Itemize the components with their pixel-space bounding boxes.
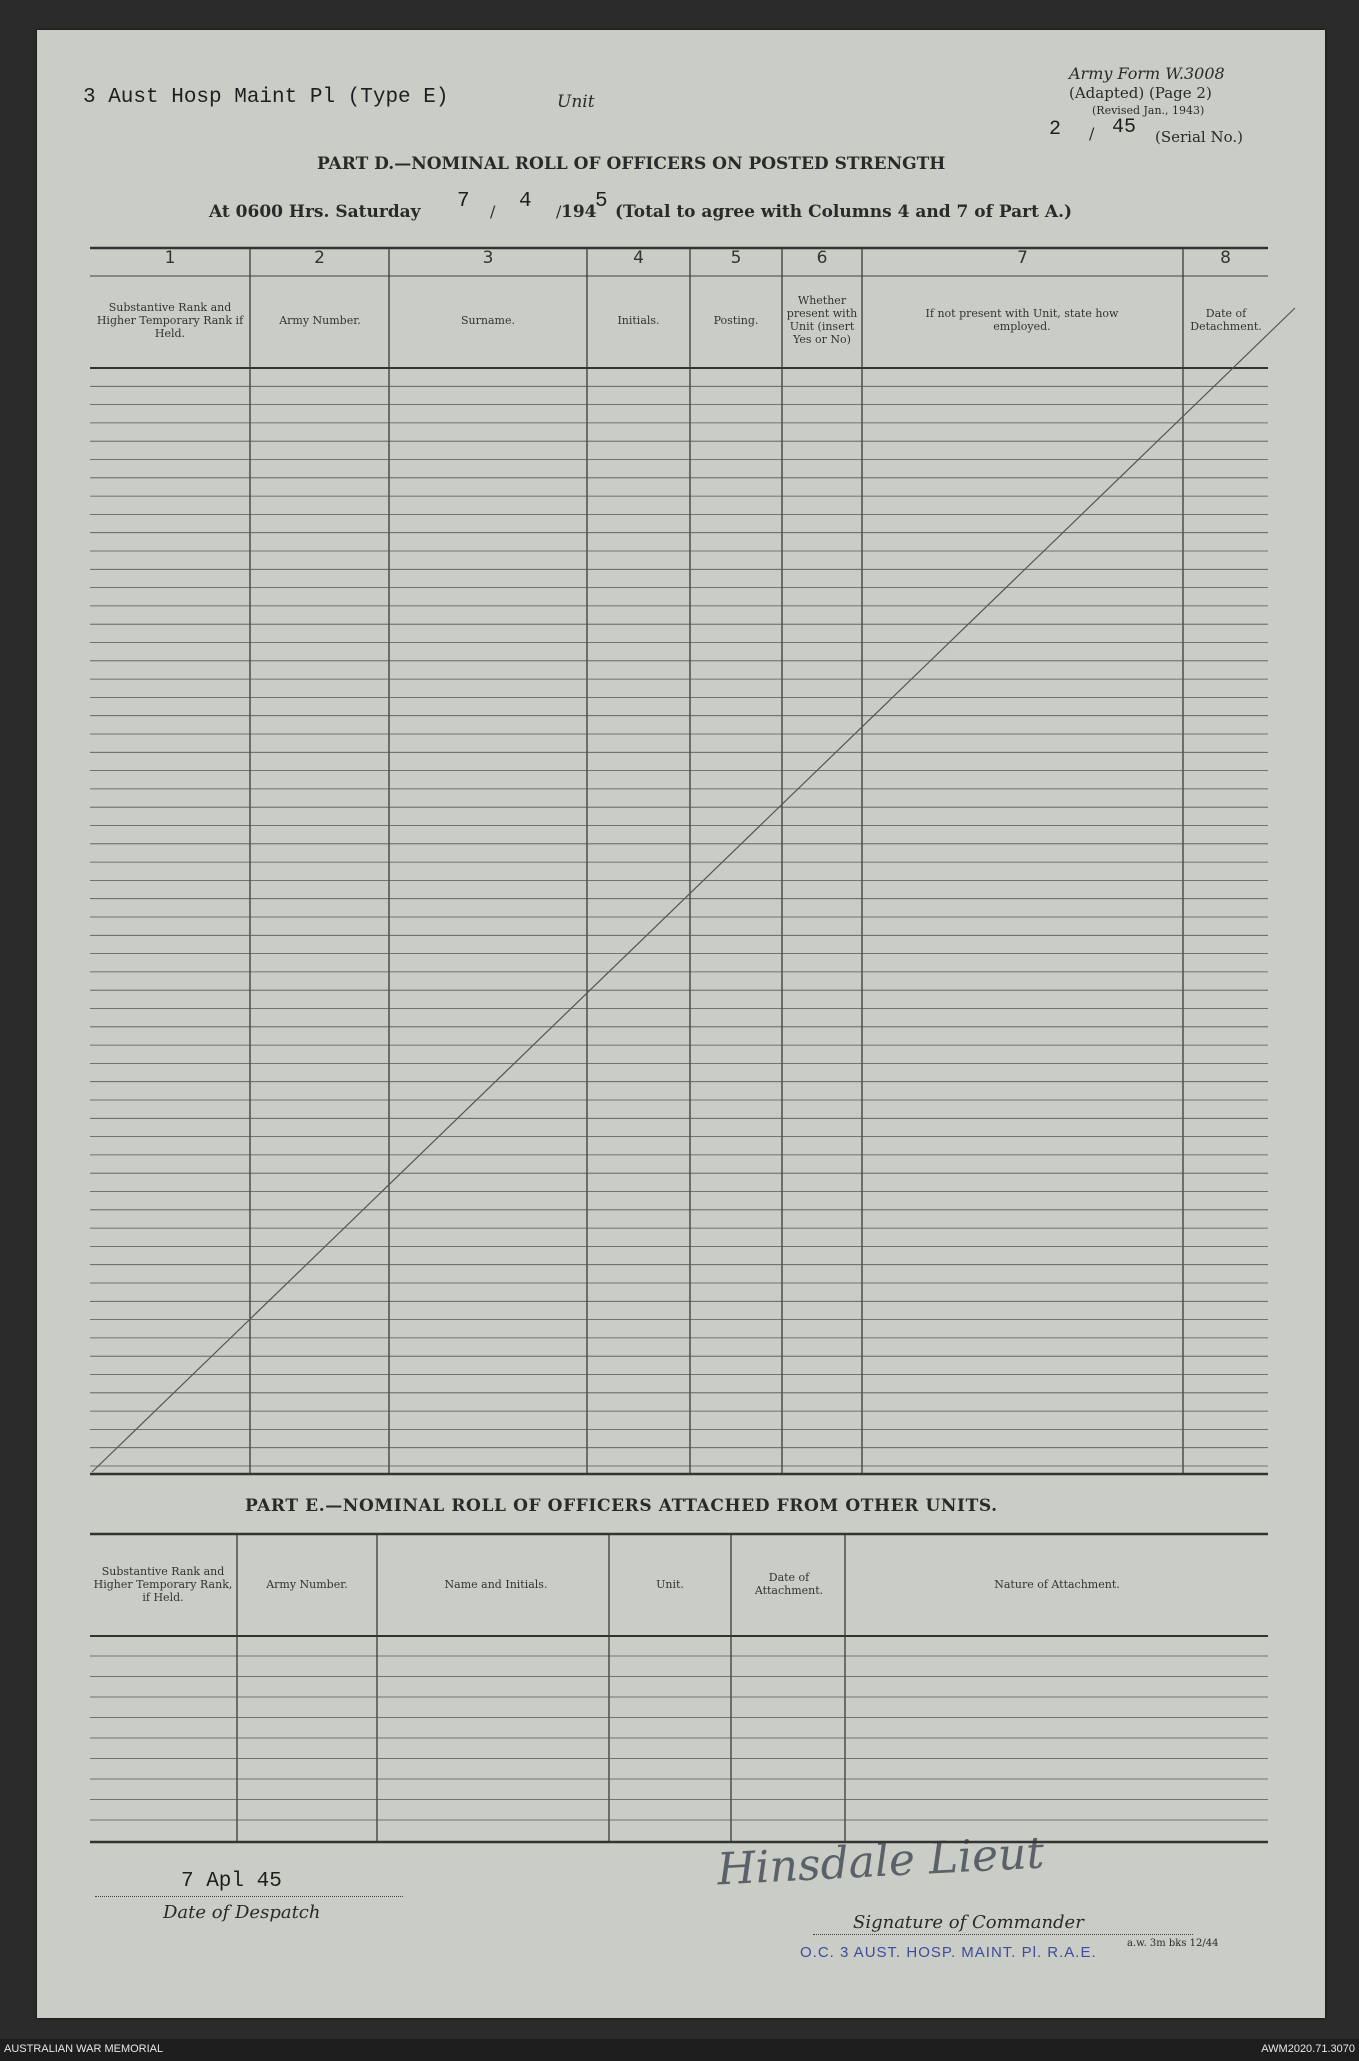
form-title: Army Form W.3008	[1069, 64, 1225, 83]
col-num-4: 4	[633, 248, 644, 268]
e-header-5: Date of Attachment.	[754, 1571, 824, 1597]
serial-separator: /	[1089, 124, 1095, 143]
col-header-5: Posting.	[713, 313, 759, 327]
unit-label: Unit	[557, 92, 595, 112]
part-d-year-suffix: 5	[595, 190, 608, 213]
part-d-month: 4	[519, 190, 532, 213]
footer-right: AWM2020.71.3070	[1261, 2043, 1355, 2055]
col-num-2: 2	[314, 248, 325, 268]
unit-value: 3 Aust Hosp Maint Pl (Type E)	[83, 86, 449, 109]
e-header-6: Nature of Attachment.	[994, 1577, 1120, 1591]
part-e-title: PART E.—NOMINAL ROLL OF OFFICERS ATTACHED FROM OTHER UNITS.	[245, 1496, 998, 1516]
part-d-year-prefix: 194	[561, 202, 597, 222]
col-header-6: Whether present with Unit (insert Yes or No)	[786, 294, 858, 346]
col-num-5: 5	[730, 248, 742, 268]
commander-label: Signature of Commander	[853, 1912, 1084, 1933]
part-d-total-text: (Total to agree with Columns 4 and 7 of Part A.)	[615, 202, 1073, 222]
serial-part2: 45	[1112, 116, 1137, 139]
despatch-label: Date of Despatch	[163, 1902, 321, 1923]
footer-left: AUSTRALIAN WAR MEMORIAL	[4, 2043, 164, 2055]
col-header-1: Substantive Rank and Higher Temporary Rank if Held.	[96, 300, 244, 340]
archive-footer	[0, 2039, 1359, 2061]
cancel-diagonal	[92, 308, 1295, 1472]
table-grid	[37, 30, 1325, 2018]
col-num-7: 7	[1017, 248, 1028, 268]
serial-part1: 2	[1049, 118, 1062, 141]
serial-label: (Serial No.)	[1155, 128, 1243, 146]
col-header-2: Army Number.	[279, 313, 361, 327]
form-paper: 3 Aust Hosp Maint Pl (Type E) Unit Army Form W.3008 (Adapted) (Page 2) (Revised Jan., 1943) 2 / 45 (Serial No.) PART D.—NOMINAL ROLL OF OFFICERS ON POSTED STRENGTH At 0600 Hrs. Saturday 7 / 4 / 194 5 (Total to agree with Columns 4 and 7 of Part A.) 1 2 3 4 5 6 7 8 Substantive Rank and Higher Temporary Rank if Held. Army Number. Surname. Initials. Posting. Whether present with Unit (insert Yes or No) If not present with Unit, state how employed. Date of Detachment. PART E.—NOMINAL ROLL OF OFFICERS ATTACHED FROM OTHER UNITS. Substantive Rank and Higher Temporary Rank, if Held. Army Number. Name and Initials. Unit. Date of Attachment. Nature of Attachment. 7 Apl 45 Date of Despatch Hinsdale Lieut Signature of Commander a.w. 3m bks 12/44 O.C. 3 AUST. HOSP. MAINT. Pl. R.A.E.	[37, 30, 1325, 2018]
e-header-4: Unit.	[656, 1577, 684, 1591]
col-header-8: Date of Detachment.	[1190, 307, 1262, 333]
part-d-day: 7	[457, 190, 470, 213]
print-code: a.w. 3m bks 12/44	[1127, 1938, 1219, 1949]
part-d-title: PART D.—NOMINAL ROLL OF OFFICERS ON POSTED STRENGTH	[317, 154, 946, 174]
col-num-1: 1	[164, 248, 176, 268]
col-header-3: Surname.	[461, 313, 515, 327]
despatch-value: 7 Apl 45	[181, 1870, 282, 1893]
form-subtitle: (Adapted) (Page 2)	[1069, 84, 1212, 102]
col-num-8: 8	[1220, 248, 1231, 268]
col-num-6: 6	[816, 248, 828, 268]
col-header-4: Initials.	[617, 313, 660, 327]
commander-stamp: O.C. 3 AUST. HOSP. MAINT. Pl. R.A.E.	[800, 1944, 1097, 1961]
e-header-2: Army Number.	[266, 1577, 348, 1591]
part-d-at-text: At 0600 Hrs. Saturday	[209, 202, 421, 222]
e-header-1: Substantive Rank and Higher Temporary Rank, if Held.	[93, 1564, 233, 1604]
col-num-3: 3	[482, 248, 494, 268]
commander-signature: Hinsdale Lieut	[715, 1827, 1046, 1896]
col-header-7: If not present with Unit, state how employed.	[925, 307, 1119, 333]
e-header-3: Name and Initials.	[444, 1577, 548, 1591]
form-revision: (Revised Jan., 1943)	[1092, 104, 1205, 117]
